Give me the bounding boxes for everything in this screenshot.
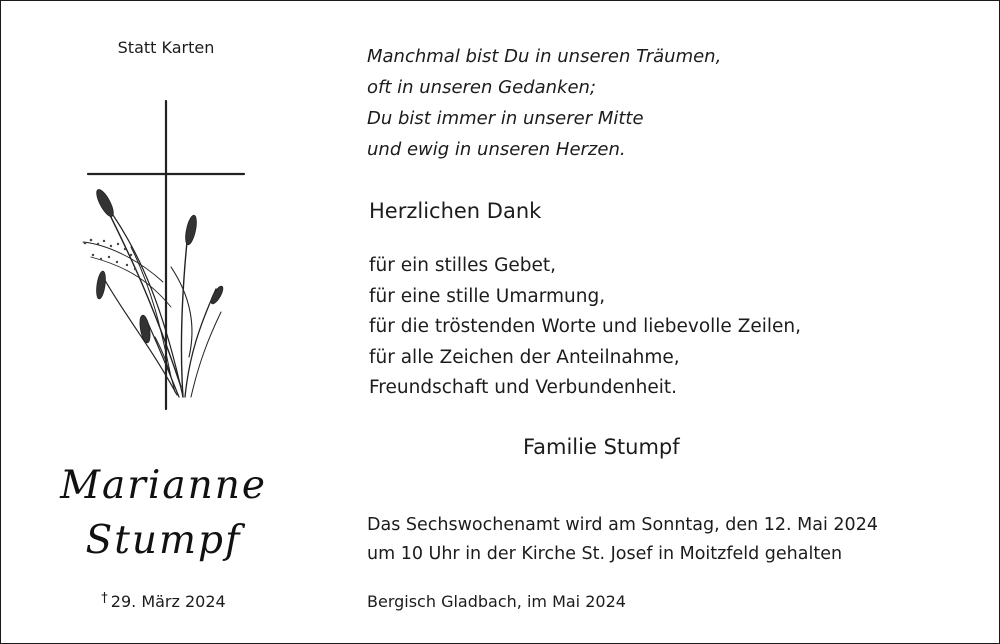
thanks-line: für alle Zeichen der Anteilnahme, — [369, 346, 680, 368]
statt-karten-header: Statt Karten — [117, 38, 215, 57]
death-date: 29. März 2024 — [110, 592, 226, 611]
poem-line: oft in unseren Gedanken; — [367, 77, 596, 98]
family-signature: Familie Stumpf — [523, 435, 680, 459]
mass-line: Das Sechswochenamt wird am Sonntag, den 12. Mai 2024 — [367, 515, 878, 535]
thanks-line: für eine stille Umarmung, — [369, 285, 606, 307]
poem — [367, 41, 721, 165]
dagger-icon: † — [101, 591, 108, 606]
place-and-date: Bergisch Gladbach, im Mai 2024 — [367, 592, 626, 611]
mass-line: um 10 Uhr in der Kirche St. Josef in Moitzfeld gehalten — [367, 544, 843, 564]
poem-line: Manchmal bist Du in unseren Träumen, — [367, 46, 722, 67]
thanks-line: Freundschaft und Verbundenheit. — [369, 377, 677, 398]
deceased-last-name: Stumpf — [85, 518, 242, 563]
deceased-first-name: Marianne — [60, 463, 267, 508]
thanks-heading: Herzlichen Dank — [369, 199, 542, 223]
mass-announcement — [367, 511, 878, 569]
thanks-line: für die tröstenden Worte und liebevolle Zeilen, — [369, 316, 802, 337]
cross-with-wheat-icon — [71, 97, 261, 415]
poem-line: und ewig in unseren Herzen. — [367, 139, 626, 160]
thanks-list — [369, 251, 801, 404]
thanks-line: für ein stilles Gebet, — [369, 255, 557, 276]
poem-line: Du bist immer in unserer Mitte — [367, 108, 644, 129]
death-date-line — [1, 591, 326, 611]
